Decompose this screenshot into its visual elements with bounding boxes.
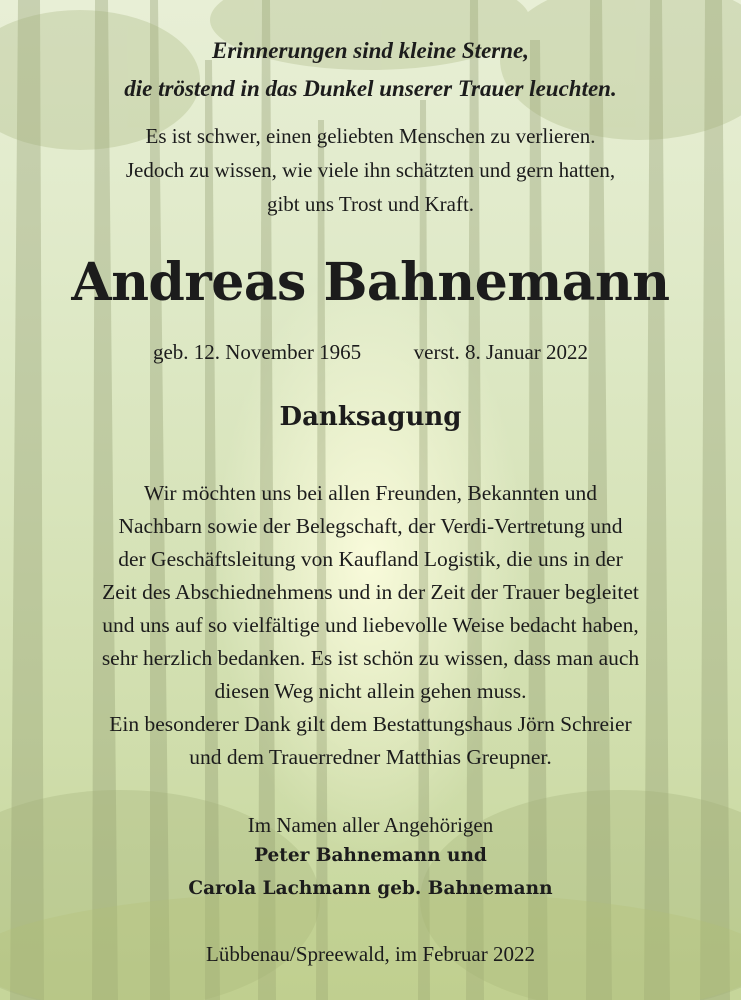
death-date: verst. 8. Januar 2022 — [413, 340, 589, 364]
body-line-9: und dem Trauerredner Matthias Greupner. — [189, 745, 552, 769]
intro-line-1: Es ist schwer, einen geliebten Menschen zu verlieren. — [145, 124, 596, 148]
poem-line-2: die tröstend in das Dunkel unserer Trauer leuchten. — [124, 76, 617, 101]
birth-date: geb. 12. November 1965 — [152, 340, 362, 364]
body-line-7: diesen Weg nicht allein gehen muss. — [214, 679, 527, 703]
body-line-8: Ein besonderer Dank gilt dem Bestattungshaus Jörn Schreier — [109, 712, 632, 736]
signature-intro: Im Namen aller Angehörigen — [247, 813, 494, 837]
signature-name-2: Carola Lachmann geb. Bahnemann — [188, 878, 553, 899]
body-line-6: sehr herzlich bedanken. Es ist schön zu wissen, dass man auch — [101, 646, 640, 670]
place-date: Lübbenau/Spreewald, im Februar 2022 — [206, 942, 535, 966]
intro-line-2: Jedoch zu wissen, wie viele ihn schätzten und gern hatten, — [125, 158, 616, 182]
body-line-3: der Geschäftsleitung von Kaufland Logistik, die uns in der — [118, 547, 623, 571]
acknowledgement-heading: Danksagung — [279, 402, 462, 432]
body-line-5: und uns auf so vielfältige und liebevolle Weise bedacht haben, — [102, 613, 639, 637]
poem-line-1: Erinnerungen sind kleine Sterne, — [212, 38, 529, 63]
intro-line-3: gibt uns Trost und Kraft. — [266, 192, 475, 216]
life-dates — [0, 340, 741, 365]
signature-name-1: Peter Bahnemann und — [254, 845, 487, 866]
body-line-4: Zeit des Abschiednehmens und in der Zeit der Trauer begleitet — [102, 580, 639, 604]
body-line-1: Wir möchten uns bei allen Freunden, Bekannten und — [144, 481, 597, 505]
deceased-name: Andreas Bahnemann — [71, 252, 670, 313]
body-line-2: Nachbarn sowie der Belegschaft, der Verdi-Vertretung und — [118, 514, 623, 538]
